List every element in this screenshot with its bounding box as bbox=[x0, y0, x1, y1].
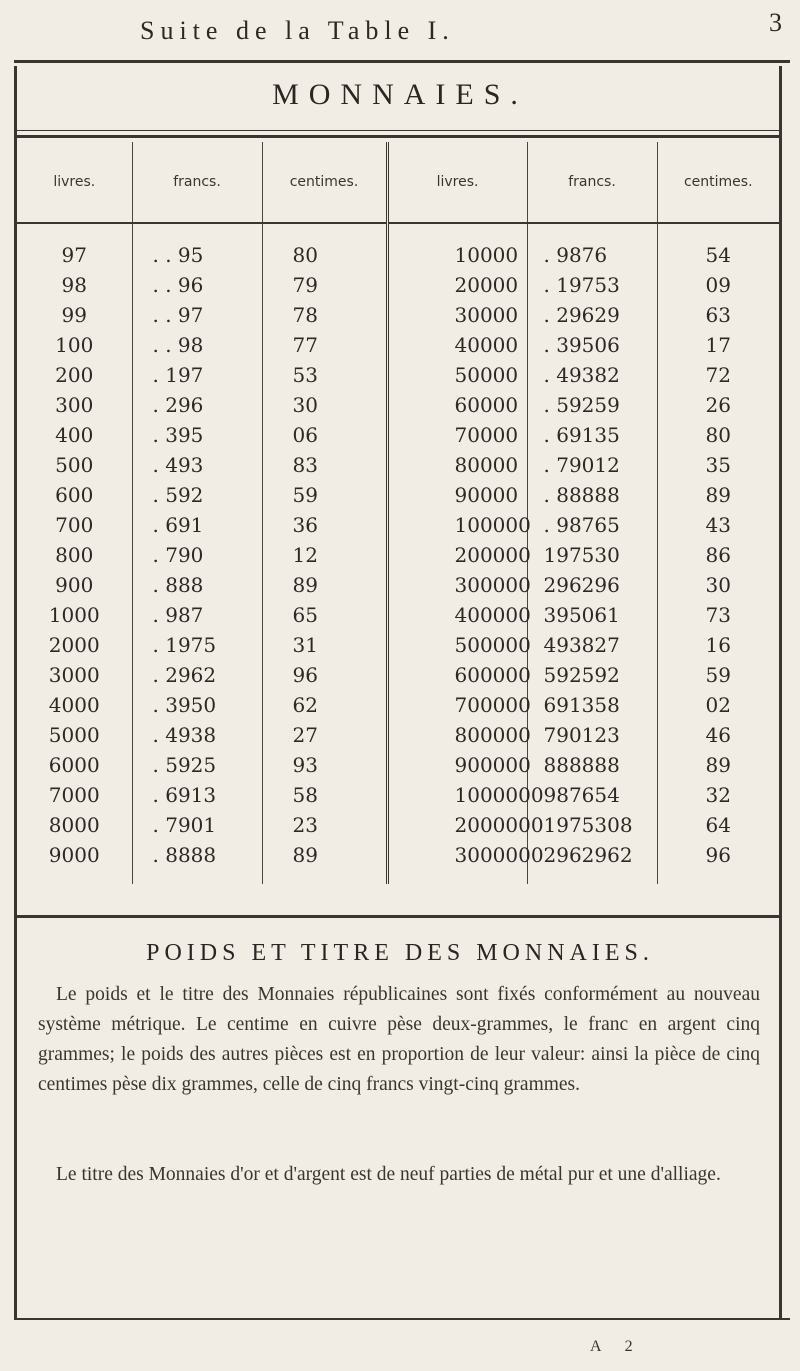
cell-francs-1: . 987 bbox=[132, 600, 262, 630]
section-title: POIDS ET TITRE DES MONNAIES. bbox=[146, 940, 654, 966]
cell-francs-2: . 59259 bbox=[527, 390, 657, 420]
cell-centimes-2: 64 bbox=[657, 810, 779, 840]
paragraph-poids: Le poids et le titre des Monnaies républicaines sont fixés conformément au nouveau système métrique. Le centime en cuivre pèse deux-grammes, le franc en argent cinq grammes; le poids des autres pièces est en proportion de leur valeur: ainsi la pièce de cinq centimes pèse dix grammes, celle de cinq francs vingt-cinq grammes. bbox=[38, 984, 760, 1095]
cell-livres-2: 3000000 bbox=[387, 840, 527, 884]
cell-livres-1: 1000 bbox=[48, 603, 100, 627]
cell-livres-1: 7000 bbox=[48, 783, 100, 807]
cell-francs-1: . 592 bbox=[132, 480, 262, 510]
page-number: 3 bbox=[769, 8, 782, 37]
cell-livres-2: 80000 bbox=[387, 450, 527, 480]
cell-livres-2: 10000 bbox=[387, 223, 527, 270]
cell-centimes-2: 16 bbox=[657, 630, 779, 660]
cell-centimes-2: 30 bbox=[657, 570, 779, 600]
cell-centimes-2: 26 bbox=[657, 390, 779, 420]
cell-francs-1: . 8888 bbox=[132, 840, 262, 884]
cell-centimes-2: 02 bbox=[657, 690, 779, 720]
table-row bbox=[17, 780, 779, 810]
cell-francs-2: 2962962 bbox=[527, 840, 657, 884]
cell-livres-2: 500000 bbox=[387, 630, 527, 660]
cell-francs-1: . 4938 bbox=[132, 720, 262, 750]
cell-livres-1: 900 bbox=[55, 573, 94, 597]
cell-livres-1: 3000 bbox=[48, 663, 100, 687]
cell-francs-1: . 3950 bbox=[132, 690, 262, 720]
table-row bbox=[17, 570, 779, 600]
cell-livres-1: 500 bbox=[55, 453, 94, 477]
table-row bbox=[17, 300, 779, 330]
cell-centimes-2: 59 bbox=[657, 660, 779, 690]
cell-centimes-2: 43 bbox=[657, 510, 779, 540]
cell-francs-1: . 5925 bbox=[132, 750, 262, 780]
cell-livres-2: 50000 bbox=[387, 360, 527, 390]
cell-francs-1: . . 98 bbox=[132, 330, 262, 360]
table-header-row bbox=[17, 142, 779, 223]
cell-francs-1: . . 96 bbox=[132, 270, 262, 300]
cell-francs-2: 592592 bbox=[527, 660, 657, 690]
cell-centimes-1: 12 bbox=[262, 540, 387, 570]
cell-livres-2: 40000 bbox=[387, 330, 527, 360]
cell-francs-2: 493827 bbox=[527, 630, 657, 660]
cell-livres-1: 400 bbox=[55, 423, 94, 447]
cell-francs-2: . 79012 bbox=[527, 450, 657, 480]
cell-centimes-1: 93 bbox=[262, 750, 387, 780]
cell-francs-2: . 19753 bbox=[527, 270, 657, 300]
title-rule-bottom bbox=[17, 135, 779, 138]
monnaies-table bbox=[17, 142, 779, 884]
cell-livres-2: 200000 bbox=[387, 540, 527, 570]
cell-centimes-2: 80 bbox=[657, 420, 779, 450]
cell-francs-1: . 493 bbox=[132, 450, 262, 480]
cell-francs-2: 790123 bbox=[527, 720, 657, 750]
cell-livres-1: 4000 bbox=[48, 693, 100, 717]
cell-centimes-1: 77 bbox=[262, 330, 387, 360]
cell-centimes-1: 62 bbox=[262, 690, 387, 720]
table-row bbox=[17, 330, 779, 360]
table-row bbox=[17, 420, 779, 450]
cell-francs-1: . 395 bbox=[132, 420, 262, 450]
cell-centimes-1: 89 bbox=[262, 840, 387, 884]
cell-centimes-1: 36 bbox=[262, 510, 387, 540]
cell-francs-1: . 296 bbox=[132, 390, 262, 420]
cell-livres-1: 6000 bbox=[48, 753, 100, 777]
cell-centimes-1: 58 bbox=[262, 780, 387, 810]
cell-centimes-2: 63 bbox=[657, 300, 779, 330]
paragraph-titre: Le titre des Monnaies d'or et d'argent est de neuf parties de métal pur et une d'alliage. bbox=[56, 1164, 721, 1185]
cell-centimes-1: 59 bbox=[262, 480, 387, 510]
cell-centimes-1: 30 bbox=[262, 390, 387, 420]
cell-livres-2: 30000 bbox=[387, 300, 527, 330]
cell-livres-2: 400000 bbox=[387, 600, 527, 630]
cell-francs-2: 691358 bbox=[527, 690, 657, 720]
table-row bbox=[17, 540, 779, 570]
table-title: MONNAIES. bbox=[272, 78, 528, 111]
cell-francs-2: 987654 bbox=[527, 780, 657, 810]
cell-francs-2: 888888 bbox=[527, 750, 657, 780]
cell-livres-1: 5000 bbox=[48, 723, 100, 747]
cell-centimes-2: 17 bbox=[657, 330, 779, 360]
cell-francs-2: . 69135 bbox=[527, 420, 657, 450]
cell-francs-2: . 88888 bbox=[527, 480, 657, 510]
cell-francs-2: . 49382 bbox=[527, 360, 657, 390]
table-row bbox=[17, 750, 779, 780]
table-row bbox=[17, 510, 779, 540]
cell-centimes-1: 89 bbox=[262, 570, 387, 600]
table-row bbox=[17, 360, 779, 390]
cell-livres-1: 9000 bbox=[48, 843, 100, 867]
header-rule bbox=[14, 60, 790, 63]
cell-centimes-2: 96 bbox=[657, 840, 779, 884]
cell-francs-1: . 2962 bbox=[132, 660, 262, 690]
cell-francs-2: . 39506 bbox=[527, 330, 657, 360]
footer-rule bbox=[14, 1318, 790, 1320]
table-row bbox=[17, 480, 779, 510]
cell-francs-2: . 29629 bbox=[527, 300, 657, 330]
cell-francs-1: . 7901 bbox=[132, 810, 262, 840]
table-body bbox=[17, 223, 779, 884]
cell-livres-2: 600000 bbox=[387, 660, 527, 690]
cell-livres-1: 600 bbox=[55, 483, 94, 507]
cell-francs-2: 197530 bbox=[527, 540, 657, 570]
table-row bbox=[17, 630, 779, 660]
cell-francs-2: 1975308 bbox=[527, 810, 657, 840]
cell-francs-1: . 197 bbox=[132, 360, 262, 390]
cell-francs-1: . 691 bbox=[132, 510, 262, 540]
cell-livres-2: 90000 bbox=[387, 480, 527, 510]
cell-livres-2: 1000000 bbox=[387, 780, 527, 810]
cell-francs-1: . 790 bbox=[132, 540, 262, 570]
cell-centimes-1: 27 bbox=[262, 720, 387, 750]
column-header-livres-1: livres. bbox=[17, 142, 132, 223]
cell-centimes-1: 06 bbox=[262, 420, 387, 450]
cell-francs-2: 395061 bbox=[527, 600, 657, 630]
cell-francs-2: 296296 bbox=[527, 570, 657, 600]
cell-centimes-1: 83 bbox=[262, 450, 387, 480]
cell-livres-2: 800000 bbox=[387, 720, 527, 750]
table-row bbox=[17, 840, 779, 884]
cell-livres-2: 700000 bbox=[387, 690, 527, 720]
column-header-livres-2: livres. bbox=[387, 142, 527, 223]
cell-centimes-2: 09 bbox=[657, 270, 779, 300]
cell-centimes-2: 46 bbox=[657, 720, 779, 750]
cell-centimes-2: 72 bbox=[657, 360, 779, 390]
cell-centimes-1: 80 bbox=[262, 223, 387, 270]
table-row bbox=[17, 390, 779, 420]
cell-livres-2: 100000 bbox=[387, 510, 527, 540]
cell-centimes-1: 79 bbox=[262, 270, 387, 300]
cell-livres-2: 900000 bbox=[387, 750, 527, 780]
table-row bbox=[17, 450, 779, 480]
column-header-francs-2: francs. bbox=[527, 142, 657, 223]
cell-centimes-2: 86 bbox=[657, 540, 779, 570]
cell-centimes-1: 78 bbox=[262, 300, 387, 330]
cell-centimes-1: 96 bbox=[262, 660, 387, 690]
cell-centimes-1: 23 bbox=[262, 810, 387, 840]
cell-livres-2: 300000 bbox=[387, 570, 527, 600]
cell-livres-1: 200 bbox=[55, 363, 94, 387]
signature-mark: A 2 bbox=[590, 1338, 643, 1355]
cell-livres-1: 100 bbox=[55, 333, 94, 357]
cell-livres-1: 700 bbox=[55, 513, 94, 537]
table-row bbox=[17, 270, 779, 300]
running-head: Suite de la Table I. bbox=[140, 16, 455, 45]
cell-francs-1: . . 95 bbox=[132, 223, 262, 270]
cell-francs-1: . 888 bbox=[132, 570, 262, 600]
cell-livres-1: 8000 bbox=[48, 813, 100, 837]
cell-livres-2: 20000 bbox=[387, 270, 527, 300]
cell-centimes-2: 89 bbox=[657, 750, 779, 780]
cell-centimes-2: 35 bbox=[657, 450, 779, 480]
table-row bbox=[17, 810, 779, 840]
cell-francs-2: . 98765 bbox=[527, 510, 657, 540]
table-row bbox=[17, 600, 779, 630]
table-row bbox=[17, 223, 779, 270]
cell-centimes-2: 73 bbox=[657, 600, 779, 630]
title-rule-top bbox=[17, 130, 779, 131]
table-row bbox=[17, 690, 779, 720]
cell-francs-1: . . 97 bbox=[132, 300, 262, 330]
cell-livres-1: 2000 bbox=[48, 633, 100, 657]
cell-livres-1: 800 bbox=[55, 543, 94, 567]
cell-livres-1: 300 bbox=[55, 393, 94, 417]
cell-livres-2: 2000000 bbox=[387, 810, 527, 840]
cell-livres-2: 70000 bbox=[387, 420, 527, 450]
cell-livres-1: 97 bbox=[61, 243, 87, 267]
table-row bbox=[17, 720, 779, 750]
cell-centimes-2: 32 bbox=[657, 780, 779, 810]
cell-centimes-1: 65 bbox=[262, 600, 387, 630]
column-header-centimes-1: centimes. bbox=[262, 142, 387, 223]
column-header-centimes-2: centimes. bbox=[657, 142, 779, 223]
cell-livres-1: 98 bbox=[61, 273, 87, 297]
cell-francs-1: . 6913 bbox=[132, 780, 262, 810]
table-bottom-rule bbox=[17, 915, 779, 918]
table-row bbox=[17, 660, 779, 690]
cell-livres-2: 60000 bbox=[387, 390, 527, 420]
cell-centimes-1: 31 bbox=[262, 630, 387, 660]
cell-francs-2: . 9876 bbox=[527, 223, 657, 270]
cell-centimes-2: 54 bbox=[657, 223, 779, 270]
cell-centimes-2: 89 bbox=[657, 480, 779, 510]
column-header-francs-1: francs. bbox=[132, 142, 262, 223]
cell-centimes-1: 53 bbox=[262, 360, 387, 390]
cell-francs-1: . 1975 bbox=[132, 630, 262, 660]
cell-livres-1: 99 bbox=[61, 303, 87, 327]
